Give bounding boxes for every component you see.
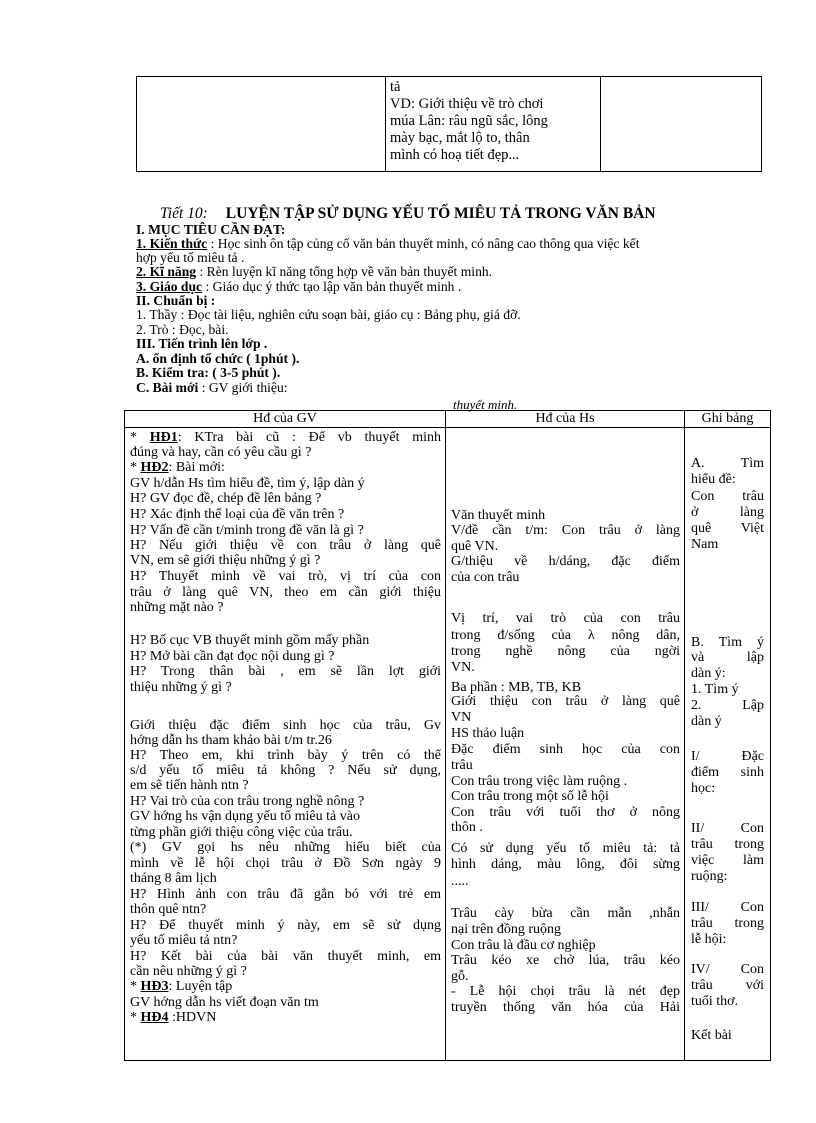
- gb-line: 2. Lập: [691, 698, 764, 713]
- hs-line: Ba phần : MB, TB, KB: [451, 680, 582, 695]
- gv-line: đúng và hay, cần có yêu cầu gì ?: [130, 445, 312, 460]
- ki-nang-line: [136, 264, 492, 279]
- gv-line: tháng 8 âm lịch: [130, 871, 217, 886]
- col-gv: [125, 428, 446, 1061]
- gv-line: (*) GV gọi hs nêu những hiểu biết của: [130, 840, 441, 855]
- gb-line: điểm sinh: [691, 765, 764, 780]
- hs-line: trong đ/sống của λ nông dân,: [451, 628, 680, 643]
- above-table-text: thuyết minh.: [453, 397, 518, 412]
- lesson-title-text: LUYỆN TẬP SỬ DỤNG YẾU TỐ MIÊU TẢ TRONG VĂN BẢN: [225, 205, 656, 222]
- giao-duc-line: [136, 279, 461, 294]
- kien-thuc-text: : Học sinh ôn tập củng cố văn bản thuyết minh, có nâng cao thông qua việc kết: [210, 236, 640, 251]
- hs-line: hình dáng, màu lông, đôi sừng: [451, 857, 680, 872]
- gb-line: Kết bài: [691, 1028, 732, 1043]
- gv-line: em sẽ tiến hành ntn ?: [130, 778, 249, 793]
- on-dinh-line: A. ổn định tổ chức ( 1phút ).: [136, 351, 300, 366]
- gv-line: H? Thuyết minh về vai trò, vị trí của con: [130, 569, 441, 584]
- hs-cell: [446, 428, 684, 1060]
- hs-line: nại trên đồng ruộng: [451, 922, 562, 937]
- gb-line: tuổi thơ.: [691, 994, 739, 1009]
- kien-thuc-label: 1. Kiến thức: [136, 236, 208, 251]
- hs-line: V/đề cần t/m: Con trâu ở làng: [451, 523, 680, 538]
- hs-line: thôn .: [451, 820, 483, 835]
- gb-line: ở làng: [691, 505, 764, 520]
- gv-line: những mặt nào ?: [130, 600, 224, 615]
- gv-line: * HĐ3: Luyện tập: [130, 979, 233, 994]
- tro-line: 2. Trò : Đọc, bài.: [136, 322, 229, 337]
- gv-line: trâu ở làng quê VN, theo em cần giới thiệu: [130, 585, 441, 600]
- top-table: [136, 76, 762, 172]
- top-line: múa Lân: râu ngũ sắc, lông: [390, 113, 548, 129]
- hs-line: gỗ.: [451, 969, 469, 984]
- hs-line: G/thiệu về h/dáng, đặc điểm: [451, 554, 680, 569]
- hs-line: Vị trí, vai trò của con trâu: [451, 611, 680, 626]
- hs-line: Con trâu là đầu cơ nghiệp: [451, 938, 596, 953]
- hs-line: trong nghề nông của ngời: [451, 644, 680, 659]
- hs-line: - Lễ hội chọi trâu là nét đẹp: [451, 984, 680, 999]
- gv-line: VN, em sẽ giới thiệu những ý gì ?: [130, 553, 321, 568]
- hs-line: Văn thuyết minh: [451, 508, 546, 523]
- gb-line: lễ hội:: [691, 932, 727, 947]
- top-table-cell-2: [386, 77, 601, 172]
- gv-line: mình về lễ hội chọi trâu ở Đồ Sơn ngày 9: [130, 856, 441, 871]
- hs-line: Trâu cày bừa cần mẫn ,nhẫn: [451, 906, 680, 921]
- gv-line: H? GV đọc đề, chép đề lên bảng ?: [130, 491, 322, 506]
- gb-line: III/ Con: [691, 900, 764, 915]
- gv-line: thôn quê ntn?: [130, 902, 207, 917]
- gb-line: quê Việt: [691, 521, 764, 536]
- gb-line: việc làm: [691, 853, 764, 868]
- gb-line: Con trâu: [691, 489, 764, 504]
- hs-line: Trâu kéo xe chở lúa, trâu kéo: [451, 953, 680, 968]
- gv-line: H? Vai trò của con trâu trong nghề nông ?: [130, 794, 365, 809]
- gv-line: cần nêu những ý gì ?: [130, 964, 247, 979]
- hs-line: Giới thiệu con trâu ở làng quê: [451, 694, 680, 709]
- bai-moi-label: C. Bài mới: [136, 380, 199, 395]
- gv-line: thiệu những ý gì ?: [130, 680, 232, 695]
- gb-line: 1. Tìm ý: [691, 682, 739, 697]
- hs-line: quê VN.: [451, 539, 499, 554]
- hs-line: Đặc điểm sinh học của con: [451, 742, 680, 757]
- heading-muc-tieu: I. MỤC TIÊU CẦN ĐẠT:: [136, 222, 286, 237]
- gb-line: I/ Đặc: [691, 749, 764, 764]
- gb-line: A. Tìm: [691, 456, 764, 471]
- hs-line: của con trâu: [451, 570, 520, 585]
- hs-line: VN: [451, 710, 472, 725]
- gv-line: H? Bố cục VB thuyết minh gồm mấy phần: [130, 633, 370, 648]
- top-line: mình có hoạ tiết đẹp...: [390, 147, 520, 163]
- gv-line: GV hớng hs vận dụng yếu tố miêu tả vào: [130, 809, 360, 824]
- gv-line: hớng dẫn hs tham khảo bài t/m tr.26: [130, 733, 332, 748]
- col-hs: [446, 428, 685, 1061]
- gv-line: H? Kết bài của bài văn thuyết minh, em: [130, 949, 441, 964]
- bai-moi-text: : GV giới thiệu:: [201, 380, 288, 395]
- heading-tien-trinh: III. Tiến trình lên lớp .: [136, 336, 268, 351]
- gb-line: trâu trong: [691, 916, 764, 931]
- gv-line: từng phần giới thiệu công việc của trâu.: [130, 825, 353, 840]
- header-ghi-bang: Ghi bảng: [685, 411, 771, 428]
- thay-line: 1. Thầy : Đọc tài liệu, nghiên cứu soạn bài, giáo cụ : Bảng phụ, giá đỡ.: [136, 307, 521, 322]
- top-line: tả: [390, 79, 401, 95]
- giao-duc-label: 3. Giáo dục: [136, 279, 203, 294]
- hs-line: .....: [451, 874, 469, 889]
- gv-line: H? Trong thân bài , em sẽ lần lợt giới: [130, 664, 441, 679]
- hs-line: Con trâu trong việc làm ruộng .: [451, 774, 628, 789]
- bai-moi-line: [136, 380, 288, 395]
- gv-line: s/d yếu tố miêu tả không ? Nếu sử dụng,: [130, 763, 441, 778]
- gv-line: yếu tố miêu tả ntn?: [130, 933, 238, 948]
- gv-line: H? Mở bài cần đạt đọc nội dung gì ?: [130, 649, 335, 664]
- gv-line: H? Xác định thể loại của đề văn trên ?: [130, 507, 345, 522]
- gb-line: trâu với: [691, 978, 764, 993]
- gb-line: IV/ Con: [691, 962, 764, 977]
- hs-line: HS thảo luận: [451, 726, 525, 741]
- gv-line: H? Hình ảnh con trâu đã gắn bó với trẻ em: [130, 887, 441, 902]
- gv-line: H? Nếu giới thiệu về con trâu ở làng quê: [130, 538, 441, 553]
- top-table-cell-1: [137, 77, 386, 172]
- gb-cell: [685, 428, 770, 1060]
- lesson-number: Tiết 10:: [160, 205, 208, 222]
- gb-line: B. Tìm ý: [691, 635, 764, 650]
- lesson-table: [124, 410, 771, 1061]
- heading-chuan-bi: II. Chuẩn bị :: [136, 293, 216, 308]
- gb-line: Nam: [691, 537, 719, 552]
- gb-line: và lập: [691, 650, 764, 665]
- hs-line: VN.: [451, 660, 475, 675]
- lesson-title: [160, 205, 656, 223]
- gv-line: * HĐ2: Bài mới:: [130, 460, 225, 475]
- kien-thuc-line: [136, 236, 639, 251]
- giao-duc-text: : Giáo dục ý thức tạo lập văn bản thuyết minh .: [205, 279, 462, 294]
- gb-line: trâu trong: [691, 837, 764, 852]
- top-table-cell-3: [601, 77, 762, 172]
- col-ghi-bang: [685, 428, 771, 1061]
- gv-line: GV hớng dẫn hs viết đoạn văn tm: [130, 995, 319, 1010]
- header-hs: Hđ của Hs: [446, 411, 685, 428]
- gv-line: H? Vấn đề cần t/minh trong đề văn là gì ?: [130, 523, 364, 538]
- hs-line: trâu: [451, 758, 473, 773]
- hs-line: truyền thống văn hóa của Hải: [451, 1000, 680, 1015]
- gv-line: * HĐ1: KTra bài cũ : Để vb thuyết minh: [130, 430, 441, 445]
- gb-line: II/ Con: [691, 821, 764, 836]
- ki-nang-label: 2. Kĩ năng: [136, 264, 197, 279]
- gb-line: học:: [691, 781, 716, 796]
- top-line: mày bạc, mắt lộ to, thân: [390, 130, 530, 146]
- hs-line: Con trâu trong một số lễ hội: [451, 789, 609, 804]
- hs-line: Con trâu với tuổi thơ ở nông: [451, 805, 680, 820]
- kiem-tra-line: B. Kiểm tra: ( 3-5 phút ).: [136, 365, 281, 380]
- header-gv: Hđ của GV: [125, 411, 446, 428]
- gb-line: dàn ý: [691, 714, 722, 729]
- gv-line: Giới thiệu đặc điểm sinh học của trâu, Gv: [130, 718, 441, 733]
- gv-cell: [125, 428, 445, 1060]
- gv-line: * HĐ4 :HDVN: [130, 1010, 217, 1025]
- gb-line: ruộng:: [691, 869, 728, 884]
- kien-thuc-line-2: hợp yếu tố miêu tả .: [136, 250, 245, 265]
- hs-line: Có sử dụng yếu tố miêu tả: tả: [451, 841, 680, 856]
- gv-line: H? Theo em, khi trình bày ý trên có thể: [130, 748, 441, 763]
- gv-line: H? Để thuyết minh ý này, em sẽ sử dụng: [130, 918, 441, 933]
- gb-line: dàn ý:: [691, 666, 726, 681]
- gb-line: hiểu đề:: [691, 472, 736, 487]
- ki-nang-text: : Rèn luyện kĩ năng tổng hợp về văn bản thuyết minh.: [199, 264, 493, 279]
- top-line: VD: Giới thiệu về trò chơi: [390, 96, 544, 112]
- gv-line: GV h/dẫn Hs tìm hiểu đề, tìm ý, lập dàn ý: [130, 476, 365, 491]
